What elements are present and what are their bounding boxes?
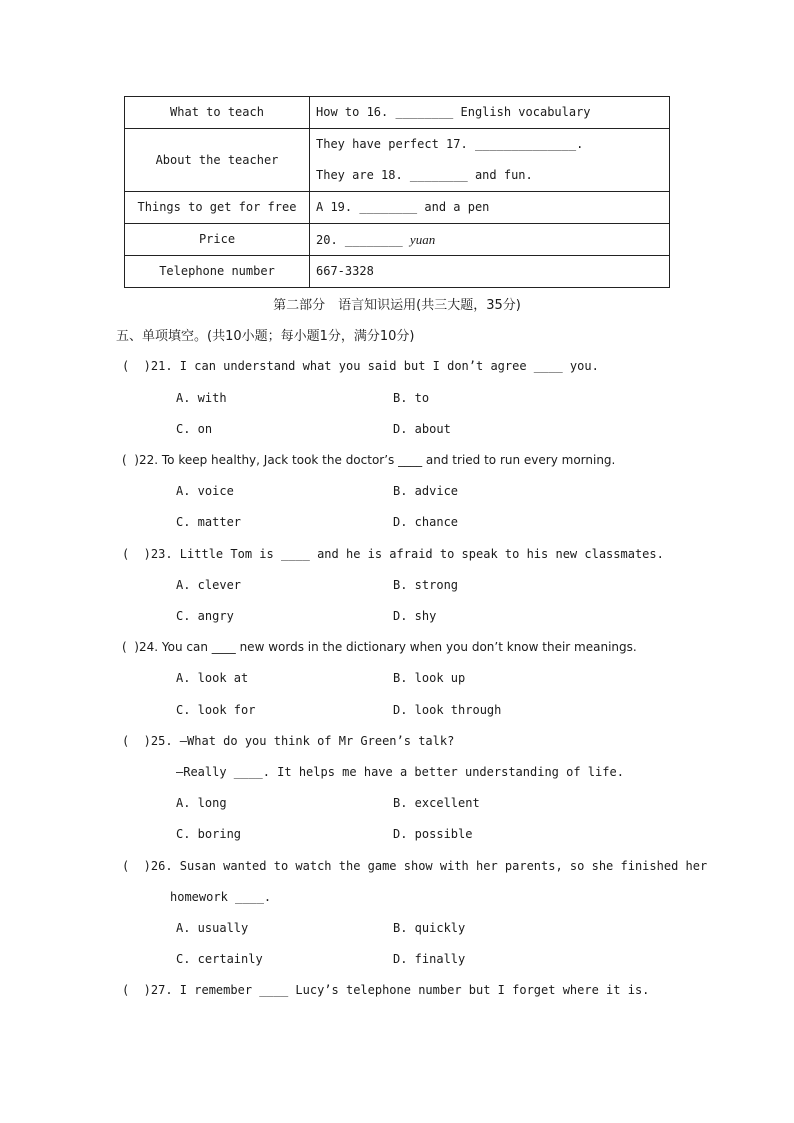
question-21: ( )21. I can understand what you said but I don’t agree ____ you. bbox=[122, 359, 599, 373]
question-22: ( )22. To keep healthy, Jack took the doctor’s ____ and tried to run every morning. bbox=[122, 453, 616, 467]
question-25-reply: —Really ____. It helps me have a better understanding of life. bbox=[176, 765, 624, 779]
question-25: ( )25. —What do you think of Mr Green’s talk? bbox=[122, 734, 455, 748]
table-row bbox=[125, 129, 670, 192]
option-d: D. possible bbox=[393, 827, 473, 841]
table-row bbox=[125, 97, 670, 129]
option-d: D. finally bbox=[393, 952, 466, 966]
row-value: How to 16. ________ English vocabulary bbox=[310, 97, 670, 129]
option-a: A. clever bbox=[176, 578, 242, 592]
table-row bbox=[125, 192, 670, 224]
question-26-continuation: homework ____. bbox=[170, 890, 272, 904]
option-b: B. look up bbox=[393, 671, 466, 685]
currency-unit: yuan bbox=[409, 232, 436, 247]
table-row bbox=[125, 256, 670, 288]
row-label: Telephone number bbox=[125, 256, 310, 288]
option-a: A. look at bbox=[176, 671, 249, 685]
option-a: A. usually bbox=[176, 921, 249, 935]
row-value: A 19. ________ and a pen bbox=[310, 192, 670, 224]
option-c: C. boring bbox=[176, 827, 242, 841]
row-label: Things to get for free bbox=[125, 192, 310, 224]
option-c: C. certainly bbox=[176, 952, 263, 966]
option-a: A. long bbox=[176, 796, 227, 810]
question-26: ( )26. Susan wanted to watch the game show with her parents, so she finished her bbox=[122, 859, 708, 873]
row-label: About the teacher bbox=[125, 129, 310, 192]
question-23: ( )23. Little Tom is ____ and he is afraid to speak to his new classmates. bbox=[122, 547, 664, 561]
row-label: Price bbox=[125, 224, 310, 256]
row-value: 667-3328 bbox=[310, 256, 670, 288]
option-a: A. with bbox=[176, 391, 227, 405]
option-c: C. angry bbox=[176, 609, 234, 623]
course-info-table bbox=[124, 96, 670, 288]
row-value: They have perfect 17. ______________. They are 18. ________ and fun. bbox=[310, 129, 670, 192]
table-row bbox=[125, 224, 670, 256]
option-c: C. look for bbox=[176, 703, 256, 717]
option-c: C. matter bbox=[176, 515, 242, 529]
row-label: What to teach bbox=[125, 97, 310, 129]
option-d: D. shy bbox=[393, 609, 437, 623]
option-b: B. quickly bbox=[393, 921, 466, 935]
option-d: D. look through bbox=[393, 703, 502, 717]
option-b: B. strong bbox=[393, 578, 459, 592]
part-title: 五、单项填空。(共10小题；每小题1分，满分10分) bbox=[116, 329, 415, 344]
question-27: ( )27. I remember ____ Lucy’s telephone number but I forget where it is. bbox=[122, 983, 650, 997]
section-title: 第二部分 语言知识运用(共三大题，35分) bbox=[273, 298, 521, 313]
option-b: B. excellent bbox=[393, 796, 480, 810]
option-d: D. chance bbox=[393, 515, 459, 529]
row-value: 20. ________ yuan bbox=[310, 224, 670, 256]
option-c: C. on bbox=[176, 422, 213, 436]
option-b: B. advice bbox=[393, 484, 459, 498]
option-a: A. voice bbox=[176, 484, 234, 498]
question-24: ( )24. You can ____ new words in the dictionary when you don’t know their meanings. bbox=[122, 640, 637, 654]
option-b: B. to bbox=[393, 391, 430, 405]
option-d: D. about bbox=[393, 422, 451, 436]
